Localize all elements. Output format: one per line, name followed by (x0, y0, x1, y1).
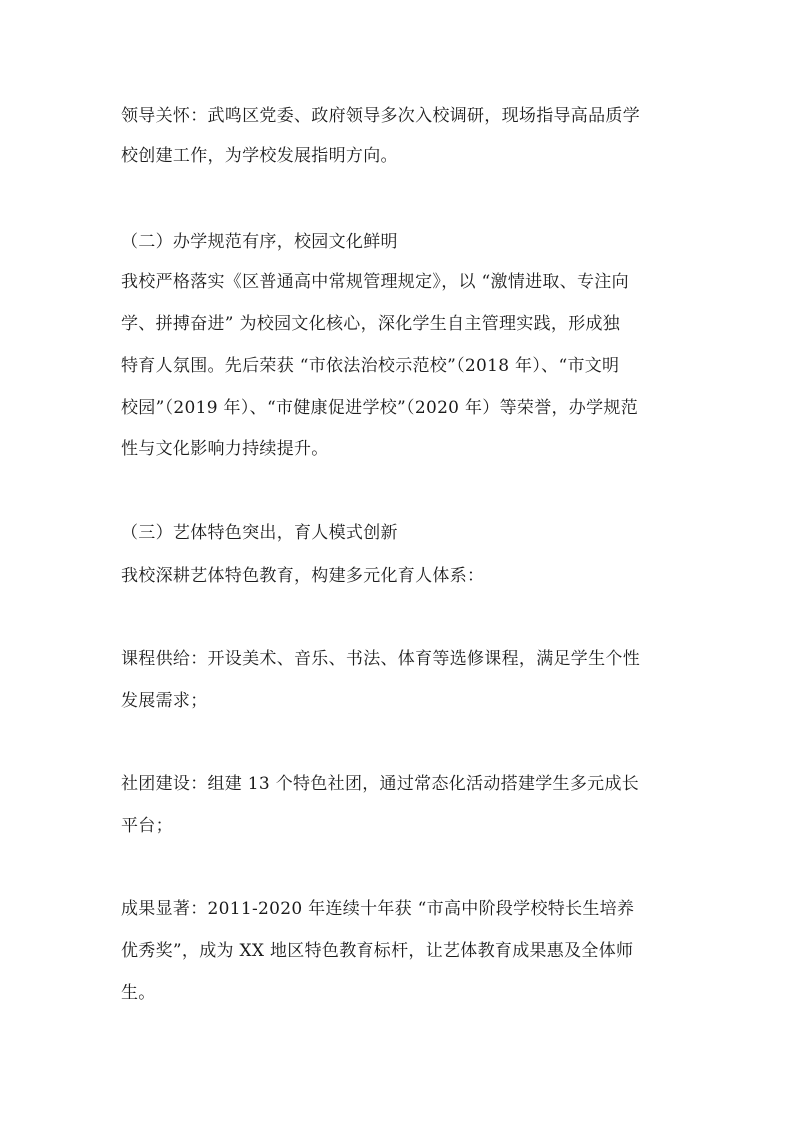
paragraph-culture-line-4: 校园”（2019 年）、“市健康促进学校”（2020 年）等荣誉，办学规范 (121, 398, 639, 418)
paragraph-culture-line-2: 学、拼搏奋进” 为校园文化核心，深化学生自主管理实践，形成独 (121, 314, 621, 334)
paragraph-leadership-line-1: 领导关怀：武鸣区党委、政府领导多次入校调研，现场指导高品质学 (121, 106, 640, 126)
paragraph-culture-line-5: 性与文化影响力持续提升。 (121, 439, 329, 459)
paragraph-leadership-line-2: 校创建工作，为学校发展指明方向。 (121, 146, 398, 166)
paragraph-results-line-2: 优秀奖”，成为 XX 地区特色教育标杆，让艺体教育成果惠及全体师 (121, 941, 634, 961)
section-heading-3: （三）艺体特色突出，育人模式创新 (121, 523, 398, 543)
paragraph-arts-intro: 我校深耕艺体特色教育，构建多元化育人体系： (121, 566, 485, 586)
paragraph-clubs-line-2: 平台； (121, 816, 173, 836)
paragraph-culture-line-1: 我校严格落实《区普通高中常规管理规定》，以 “激情进取、专注向 (121, 272, 629, 292)
paragraph-results-line-3: 生。 (121, 983, 156, 1003)
paragraph-results-line-1: 成果显著：2011-2020 年连续十年获 “市高中阶段学校特长生培养 (121, 899, 635, 919)
section-heading-2: （二）办学规范有序，校园文化鲜明 (121, 232, 398, 252)
paragraph-courses-line-1: 课程供给：开设美术、音乐、书法、体育等选修课程，满足学生个性 (121, 649, 640, 669)
paragraph-clubs-line-1: 社团建设：组建 13 个特色社团，通过常态化活动搭建学生多元成长 (121, 774, 640, 794)
paragraph-culture-line-3: 特育人氛围。先后荣获 “市依法治校示范校”（2018 年）、“市文明 (121, 356, 620, 376)
paragraph-courses-line-2: 发展需求； (121, 691, 208, 711)
